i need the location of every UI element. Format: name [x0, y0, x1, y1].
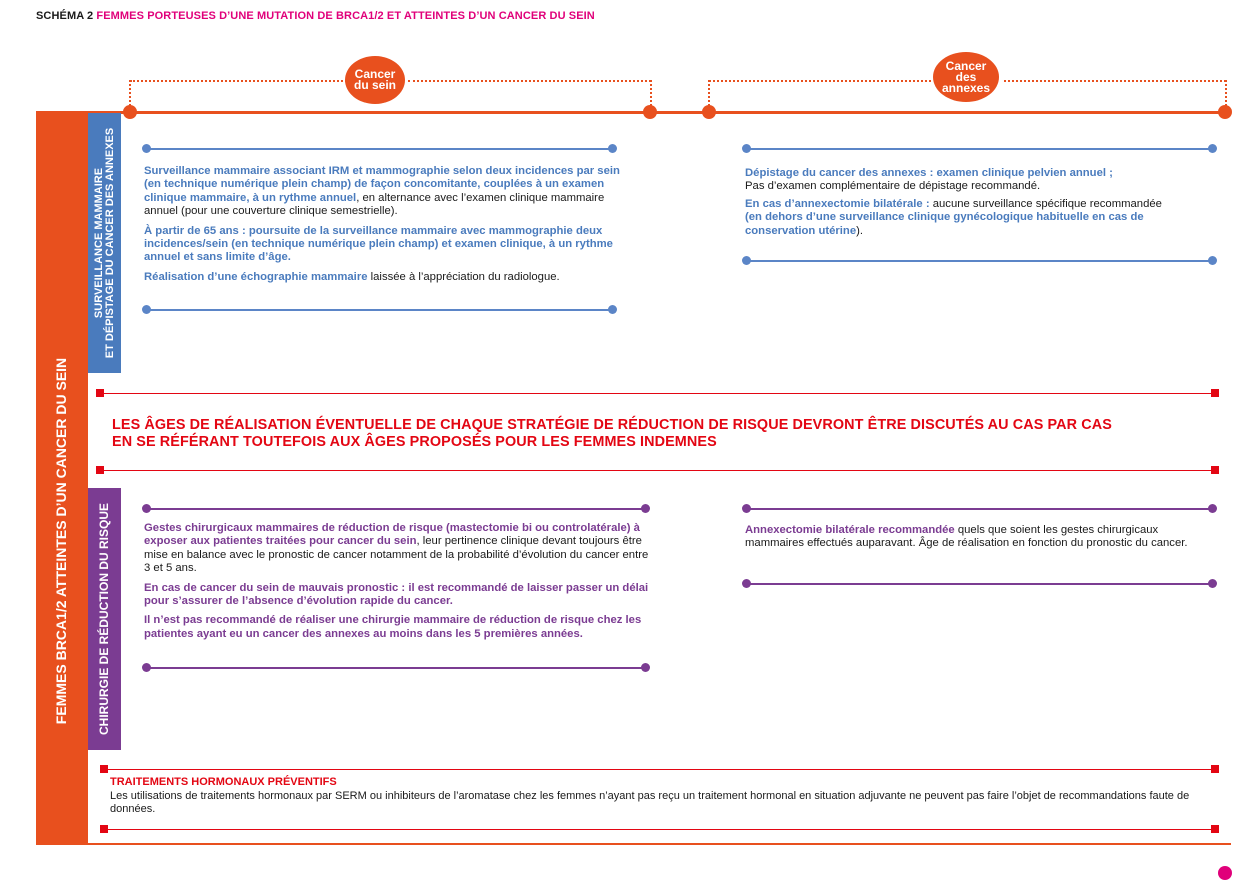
connector-dot — [742, 504, 751, 513]
text-bold: (en dehors d’une surveillance clinique gynécologique habituelle en cas de conservation utérine — [745, 211, 1144, 237]
side-label-surveillance — [94, 123, 116, 363]
surveillance-adnexa-text — [745, 167, 1215, 244]
text-regular: quels que soient les gestes chirurgicaux mammaires effectués auparavant. Âge de réalisation en fonction du pronostic du cancer. — [745, 524, 1188, 550]
bracket-breast-top — [130, 80, 350, 82]
connector-dot — [742, 144, 751, 153]
banner-marker — [96, 389, 104, 397]
title-text: FEMMES PORTEUSES D’UNE MUTATION DE BRCA1/2 ET ATTEINTES D’UN CANCER DU SEIN — [96, 10, 595, 22]
side-band-surveillance — [88, 113, 121, 373]
bubble-line: Cancer — [945, 58, 987, 73]
text-bold: En cas d’annexectomie bilatérale : — [745, 197, 930, 210]
connector-dot — [641, 504, 650, 513]
hormonal-marker — [100, 825, 108, 833]
timeline-dot — [702, 105, 716, 119]
connector-dot — [142, 663, 151, 672]
connector-dot — [1208, 256, 1217, 265]
text-regular: Pas d’examen complémentaire de dépistage recommandé. — [745, 180, 1041, 193]
timeline-dot — [123, 105, 137, 119]
banner-line2: EN SE RÉFÉRANT TOUTEFOIS AUX ÂGES PROPOSÉS POUR LES FEMMES INDEMNES — [112, 434, 717, 450]
connector-line — [747, 508, 1213, 510]
bracket-adnexa-right — [1225, 80, 1227, 106]
bubble-cancer-du-sein — [345, 56, 405, 104]
text-regular: aucune surveillance spécifique recommandée — [929, 197, 1162, 210]
connector-line — [146, 148, 612, 150]
text-regular: ). — [856, 224, 864, 237]
hormonal-top-line — [104, 769, 1214, 770]
bracket-breast-right — [650, 80, 652, 106]
corner-dot — [1218, 866, 1232, 880]
banner-marker — [1211, 466, 1219, 474]
side-label-main: FEMMES BRCA1/2 ATTEINTES D’UN CANCER DU SEIN — [53, 357, 69, 725]
connector-dot — [142, 144, 151, 153]
bracket-adnexa-top-right — [1004, 80, 1226, 82]
connector-dot — [641, 663, 650, 672]
banner-bottom-line — [100, 470, 1218, 471]
banner-marker — [96, 466, 104, 474]
side-label-chirurgie: CHIRURGIE DE RÉDUCTION DU RISQUE — [97, 503, 111, 736]
connector-line — [146, 667, 646, 669]
text-regular: laissée à l’appréciation du radiologue. — [367, 270, 560, 283]
bracket-breast-top-right — [408, 80, 651, 82]
page-title — [36, 10, 595, 22]
bubble-cancer-des-annexes — [933, 52, 999, 102]
connector-line — [747, 260, 1213, 262]
banner-top-line — [100, 393, 1218, 394]
bubble-line: Cancer — [354, 67, 396, 81]
connector-line — [747, 583, 1213, 585]
text-regular: , en alternance avec l’examen clinique mammaire annuel (pour une couverture clinique semestrielle). — [144, 191, 605, 218]
text-bold: Annexectomie bilatérale recommandée — [745, 524, 955, 536]
bottom-orange-line — [36, 843, 1231, 845]
connector-dot — [1208, 504, 1217, 513]
side-band-chirurgie — [88, 488, 121, 750]
connector-line — [146, 309, 612, 311]
connector-dot — [1208, 144, 1217, 153]
connector-line — [146, 508, 646, 510]
connector-line — [747, 148, 1213, 150]
side-label-surveillance-line2: ET DÉPISTAGE DU CANCER DES ANNEXES — [104, 127, 116, 359]
age-banner — [112, 417, 1212, 451]
text-bold: Réalisation d’une échographie mammaire — [144, 270, 368, 283]
bracket-adnexa-top — [709, 80, 931, 82]
text-bold: Il n’est pas recommandé de réaliser une chirurgie mammaire de réduction de risque chez les patientes ayant eu un cancer des annexes au moins dans les 5 premières années. — [144, 614, 642, 640]
text-bold: Surveillance mammaire associant IRM et mammographie selon deux incidences par sein (en technique numérique plein champ) de façon concomitante, couplées à un examen clinique mammaire, à un rythme annuel — [144, 165, 620, 204]
bracket-adnexa-left — [708, 80, 710, 106]
chirurgie-adnexa-text — [745, 524, 1205, 557]
hormonal-marker — [1211, 765, 1219, 773]
timeline-main-line — [36, 111, 1231, 114]
connector-dot — [608, 144, 617, 153]
bubble-line: du sein — [353, 78, 396, 92]
chirurgie-breast-text — [144, 522, 656, 647]
text-bold: Dépistage du cancer des annexes : examen clinique pelvien annuel ; — [745, 167, 1113, 179]
timeline-dot — [1218, 105, 1232, 119]
hormonal-bottom-line — [104, 829, 1214, 830]
title-prefix: SCHÉMA 2 — [36, 10, 94, 22]
connector-dot — [142, 305, 151, 314]
connector-dot — [608, 305, 617, 314]
connector-dot — [1208, 579, 1217, 588]
bubble-line: annexes — [941, 80, 991, 95]
hormonal-title: TRAITEMENTS HORMONAUX PRÉVENTIFS — [110, 776, 337, 788]
surveillance-breast-text — [144, 165, 622, 290]
hormonal-marker — [1211, 825, 1219, 833]
banner-marker — [1211, 389, 1219, 397]
connector-dot — [142, 504, 151, 513]
text-bold: En cas de cancer du sein de mauvais pronostic : il est recommandé de laisser passer un délai pour s’assurer de l’absence d’évolution rapide du cancer. — [144, 581, 649, 608]
text-regular: , leur pertinence clinique devant toujours être mise en balance avec le pronostic de cancer notamment de la probabilité d’évolution du cancer entre 3 et 5 ans. — [144, 535, 649, 575]
banner-line1: LES ÂGES DE RÉALISATION ÉVENTUELLE DE CHAQUE STRATÉGIE DE RÉDUCTION DE RISQUE DEVRONT ÊTRE DISCUTÉS AU CAS PAR CAS — [112, 417, 1112, 433]
text-bold: Gestes chirurgicaux mammaires de réduction de risque (mastectomie bi ou controlatérale) à exposer aux patientes traitées pour cancer du sein — [144, 522, 640, 548]
hormonal-marker — [100, 765, 108, 773]
bubble-line: des — [955, 69, 977, 84]
bracket-breast-left — [129, 80, 131, 106]
side-label-surveillance-line1: SURVEILLANCE MAMMAIRE — [93, 167, 105, 319]
timeline-dot — [643, 105, 657, 119]
text-bold: À partir de 65 ans : poursuite de la surveillance mammaire avec mammographie deux incidences/sein (en technique numérique plein champ) et examen clinique, à un rythme annuel et sans limite d’âge. — [144, 224, 613, 264]
connector-dot — [742, 579, 751, 588]
hormonal-text: Les utilisations de traitements hormonaux par SERM ou inhibiteurs de l’aromatase chez les femmes n’ayant pas reçu un traitement hormonal en situation adjuvante ne peuvent pas faire l’objet de recommandations faute de données. — [110, 790, 1190, 815]
side-band-main — [36, 111, 88, 844]
connector-dot — [742, 256, 751, 265]
